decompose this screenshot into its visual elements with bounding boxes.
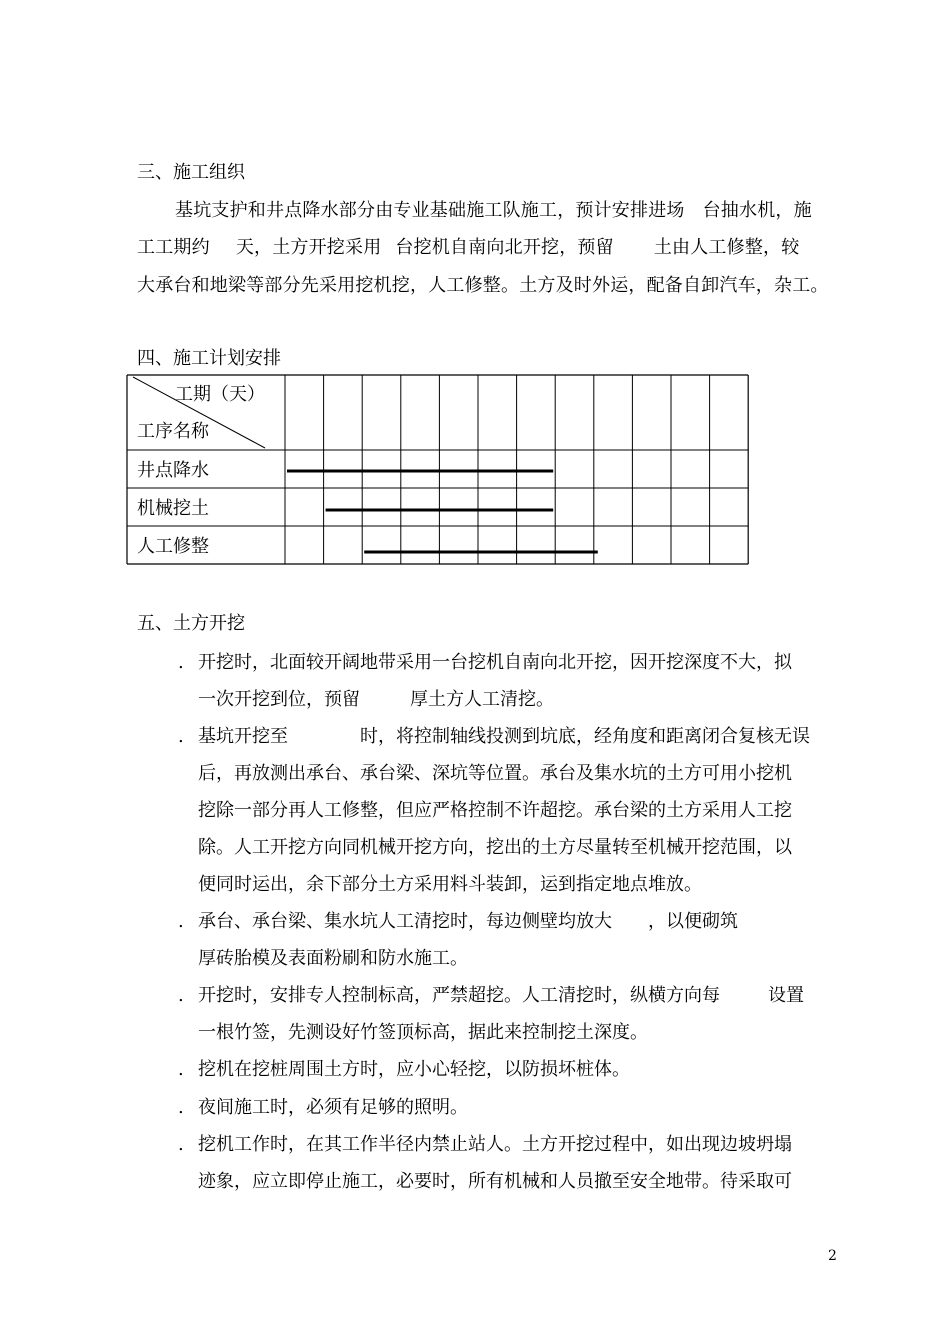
section-3-line-2: 工工期约 天，土方开挖采用 台挖机自南向北开挖，预留 土由人工修整，较: [137, 237, 800, 258]
section-5-heading: 五、土方开挖: [137, 613, 245, 634]
list-item: . 承台、承台梁、集水坑人工清挖时，每边侧壁均放大 ，以便砌筑: [178, 911, 738, 932]
list-item-continuation: 挖除一部分再人工修整，但应严格控制不许超挖。承台梁的土方采用人工挖: [198, 800, 792, 821]
list-item: . 开挖时，安排专人控制标高，严禁超挖。人工清挖时，纵横方向每 设置: [178, 985, 804, 1006]
section-3-heading: 三、施工组织: [137, 162, 245, 183]
list-item: . 挖机工作时，在其工作半径内禁止站人。土方开挖过程中，如出现边坡坍塌: [178, 1134, 792, 1155]
section-3-line-1: 基坑支护和井点降水部分由专业基础施工队施工，预计安排进场 台抽水机，施: [175, 200, 812, 221]
list-item-continuation: 一根竹签，先测设好竹签顶标高，据此来控制挖土深度。: [198, 1022, 648, 1043]
task-name-1: 机械挖土: [137, 498, 209, 519]
list-item: . 夜间施工时，必须有足够的照明。: [178, 1097, 468, 1118]
table-header-task-name: 工序名称: [137, 421, 209, 442]
list-item: . 挖机在挖桩周围土方时，应小心轻挖，以防损坏桩体。: [178, 1059, 630, 1080]
page-number: 2: [828, 1248, 837, 1264]
table-header-period: 工期（天）: [175, 384, 265, 405]
task-name-2: 人工修整: [137, 536, 209, 557]
list-item-continuation: 一次开挖到位，预留 厚土方人工清挖。: [198, 689, 554, 710]
list-item-continuation: 厚砖胎模及表面粉刷和防水施工。: [198, 948, 468, 969]
task-name-0: 井点降水: [137, 460, 209, 481]
section-4-heading: 四、施工计划安排: [137, 348, 281, 369]
list-item: . 基坑开挖至 时，将控制轴线投测到坑底，经角度和距离闭合复核无误: [178, 726, 810, 747]
list-item-continuation: 后，再放测出承台、承台梁、深坑等位置。承台及集水坑的土方可用小挖机: [198, 763, 792, 784]
list-item: . 开挖时，北面较开阔地带采用一台挖机自南向北开挖，因开挖深度不大，拟: [178, 652, 792, 673]
schedule-table: [0, 0, 950, 600]
list-item-continuation: 迹象，应立即停止施工，必要时，所有机械和人员撤至安全地带。待采取可: [198, 1171, 792, 1192]
list-item-continuation: 便同时运出，余下部分土方采用料斗装卸，运到指定地点堆放。: [198, 874, 702, 895]
section-3-line-3: 大承台和地梁等部分先采用挖机挖，人工修整。土方及时外运，配备自卸汽车，杂工。: [137, 275, 829, 296]
list-item-continuation: 除。人工开挖方向同机械开挖方向，挖出的土方尽量转至机械开挖范围，以: [198, 837, 792, 858]
